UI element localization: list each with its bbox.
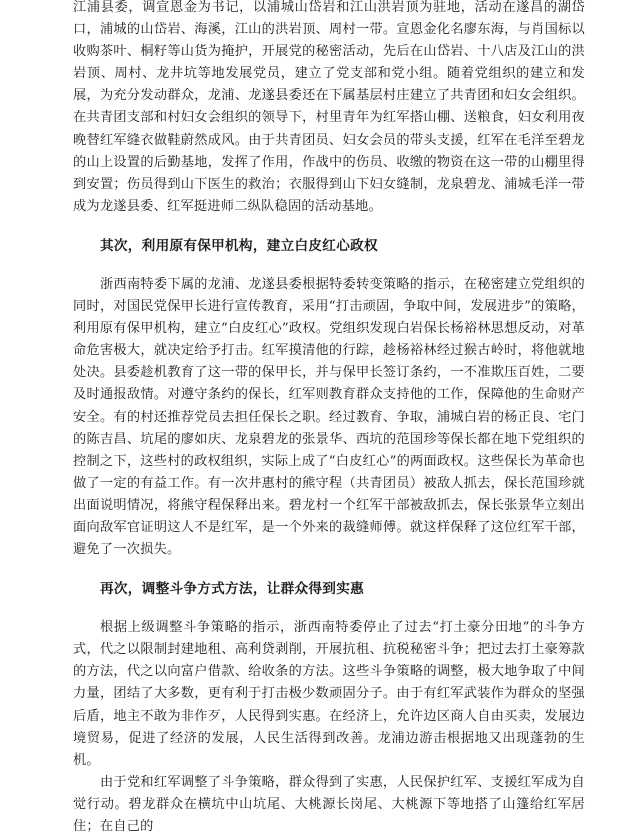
section-heading-baojia-regime: 其次，利用原有保甲机构，建立白皮红心政权 bbox=[100, 237, 378, 254]
paragraph-base-building: 江浦县委，调宣恩金为书记，以浦城山岱岩和江山洪岩顶为驻地，活动在遂昌的湖岱口，浦城的山岱岩、海溪，江山的洪岩顶、周村一带。宣恩金化名廖东海，与肖国标以收购茶叶、桐籽等山货为掩护，开展党的秘密活动，先后在山岱岩、十八店及江山的洪岩顶、周村、龙井坑等地发展党员，建立了党支部和党小组。随着党组织的建立和发展，为充分发动群众，龙浦、龙遂县委还在下属基层村庄建立了共青团和妇女会组织。在共青团支部和村妇女会组织的领导下，村里青年为红军搭山棚、送粮食，妇女利用夜晚替红军缝衣做鞋蔚然成风。由于共青团员、妇女会员的带头支援，红军在毛洋至碧龙的山上设置的后勤基地，发挥了作用，作战中的伤员、收缴的物资在这一带的山棚里得到安置；伤员得到山下医生的救治；衣服得到山下妇女缝制，龙泉碧龙、浦城毛洋一带成为龙遂县委、红军挺进师二纵队稳固的活动基地。 bbox=[73, 0, 585, 214]
paragraph-baojia-regime: 浙西南特委下属的龙浦、龙遂县委根据特委转变策略的指示，在秘密建立党组织的同时，对国民党保甲长进行宣传教育，采用“打击顽固，争取中间，发展进步”的策略，利用原有保甲机构，建立“白皮红心”政权。党组织发现白岩保长杨裕林思想反动，对革命危害极大，就决定给予打击。红军摸清他的行踪，趁杨裕林经过猴古岭时，将他就地处决。县委趁机教育了这一带的保甲长，并与保甲长签订条约，一不准欺压百姓，二要及时通报敌情。对遵守条约的保长，红军则教育群众支持他的工作，保障他的生命财产安全。有的村还推荐党员去担任保长之职。经过教育、争取，浦城白岩的杨正良、宅门的陈吉昌、坑尾的廖如庆、龙泉碧龙的张景华、西坑的范国珍等保长都在地下党组织的控制之下，这些村的政权组织，实际上成了“白皮红心”的两面政权。这些保长为革命也做了一定的有益工作。有一次井惠村的熊守程（共青团员）被敌人抓去，保长范国珍就出面说明情况，将熊守程保释出来。碧龙村一个红军干部被敌抓去，保长张景华立刻出面向敌军官证明这人不是红军，是一个外来的裁缝师傅。就这样保释了这位红军干部，避免了一次损失。 bbox=[73, 276, 585, 558]
paragraph-struggle-methods: 根据上级调整斗争策略的指示，浙西南特委停止了过去“打土豪分田地”的斗争方式，代之以限制封建地租、高利贷剥削，开展抗租、抗税秘密斗争；把过去打土豪筹款的方法，代之以向富户借款、给收条的方法。这些斗争策略的调整，极大地争取了中间力量，团结了大多数，更有利于打击极少数顽固分子。由于有红军武装作为群众的坚强后盾，地主不敢为非作歹，人民得到实惠。在经济上，允许边区商人自由买卖，发展边境贸易，促进了经济的发展，人民生活得到改善。龙浦边游击根据地又出现蓬勃的生机。 bbox=[73, 620, 585, 768]
paragraph-mass-support: 由于党和红军调整了斗争策略，群众得到了实惠，人民保护红军、支援红军成为自觉行动。碧龙群众在横坑中山坑尾、大桃源长岗尾、大桃源下等地搭了山篷给红军居住；在自己的 bbox=[73, 774, 585, 834]
section-heading-struggle-methods: 再次，调整斗争方式方法，让群众得到实惠 bbox=[100, 581, 364, 598]
document-page bbox=[73, 0, 585, 838]
